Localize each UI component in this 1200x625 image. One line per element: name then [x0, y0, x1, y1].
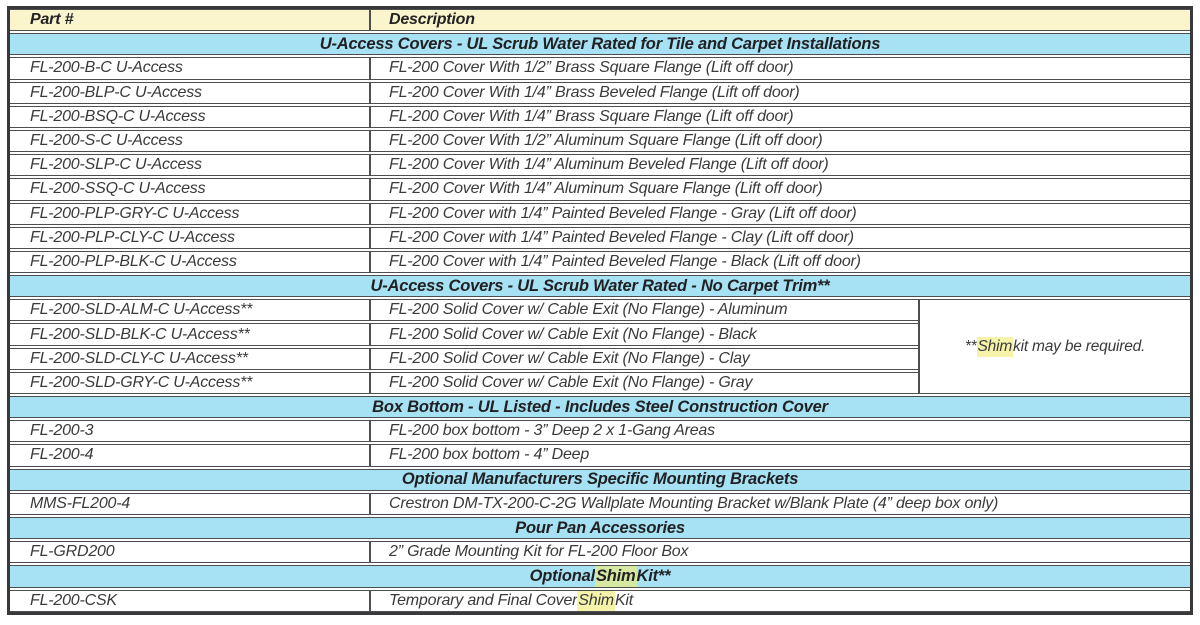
- table-row: [10, 299, 918, 321]
- description-cell: FL-200 Cover With 1/4” Aluminum Beveled Flange (Lift off door): [389, 156, 829, 174]
- part-number-cell: FL-200-SLP-C U-Access: [10, 155, 371, 175]
- table-row: [10, 57, 1190, 79]
- table-row: [10, 227, 1190, 249]
- shim-note-cell: ** Shim kit may be required.: [918, 299, 1190, 394]
- description-cell: FL-200 Cover With 1/4” Brass Square Flange (Lift off door): [389, 107, 794, 125]
- description-cell: FL-200 Cover with 1/4” Painted Beveled Flange - Gray (Lift off door): [389, 204, 857, 222]
- section-header: Optional Manufacturers Specific Mounting Brackets: [10, 469, 1190, 491]
- part-number-cell: FL-200-SLD-BLK-C U-Access**: [10, 324, 371, 344]
- table-row: [10, 154, 1190, 176]
- part-number-cell: FL-200-SLD-CLY-C U-Access**: [10, 349, 371, 369]
- section-header: U-Access Covers - UL Scrub Water Rated for Tile and Carpet Installations: [10, 33, 1190, 55]
- description-cell: Crestron DM-TX-200-C-2G Wallplate Mounting Bracket w/Blank Plate (4” deep box only): [389, 494, 999, 512]
- description-cell: FL-200 Solid Cover w/ Cable Exit (No Flange) - Gray: [389, 373, 753, 391]
- description-cell: FL-200 Cover with 1/4” Painted Beveled Flange - Clay (Lift off door): [389, 228, 854, 246]
- description-cell: Temporary and Final Cover Shim Kit: [389, 591, 634, 609]
- table-row: [10, 251, 1190, 273]
- section-header: Pour Pan Accessories: [10, 517, 1190, 539]
- description-cell: FL-200 Cover with 1/4” Painted Beveled Flange - Black (Lift off door): [389, 252, 861, 270]
- table-row: [10, 348, 918, 370]
- description-cell: FL-200 Solid Cover w/ Cable Exit (No Flange) - Black: [389, 325, 757, 343]
- section-rows: [10, 299, 918, 394]
- section-rows-with-note: [10, 299, 1190, 394]
- table-row: [10, 203, 1190, 225]
- section-header: U-Access Covers - UL Scrub Water Rated - No Carpet Trim**: [10, 275, 1190, 297]
- table-row: [10, 106, 1190, 128]
- table-row: [10, 372, 918, 394]
- part-number-cell: FL-200-SSQ-C U-Access: [10, 179, 371, 199]
- part-number-cell: FL-200-PLP-BLK-C U-Access: [10, 252, 371, 272]
- highlighted-word: Shim: [977, 337, 1013, 355]
- part-number-cell: FL-200-S-C U-Access: [10, 131, 371, 151]
- section-header: Optional Shim Kit**: [10, 565, 1190, 587]
- table-row: [10, 82, 1190, 104]
- description-cell: FL-200 Cover With 1/4” Brass Beveled Flange (Lift off door): [389, 83, 800, 101]
- part-number-cell: FL-200-BSQ-C U-Access: [10, 107, 371, 127]
- table-row: [10, 493, 1190, 515]
- highlighted-word: Shim: [595, 566, 636, 585]
- table-row: [10, 178, 1190, 200]
- part-number-cell: FL-200-CSK: [10, 591, 371, 611]
- part-number-cell: FL-200-SLD-ALM-C U-Access**: [10, 300, 371, 320]
- table-row: [10, 130, 1190, 152]
- section-header: Box Bottom - UL Listed - Includes Steel Construction Cover: [10, 396, 1190, 418]
- description-cell: FL-200 Cover With 1/2” Aluminum Square Flange (Lift off door): [389, 132, 823, 150]
- part-number-cell: FL-200-PLP-CLY-C U-Access: [10, 228, 371, 248]
- part-number-cell: FL-200-SLD-GRY-C U-Access**: [10, 373, 371, 393]
- table-row: [10, 323, 918, 345]
- part-number-cell: FL-GRD200: [10, 542, 371, 562]
- part-number-cell: FL-200-B-C U-Access: [10, 58, 371, 78]
- description-cell: FL-200 box bottom - 4” Deep: [389, 446, 590, 464]
- description-cell: FL-200 Solid Cover w/ Cable Exit (No Flange) - Clay: [389, 349, 750, 367]
- table-row: [10, 590, 1190, 612]
- part-number-cell: MMS-FL200-4: [10, 494, 371, 514]
- table-row: [10, 420, 1190, 442]
- description-cell: 2” Grade Mounting Kit for FL-200 Floor Box: [389, 543, 689, 561]
- parts-table: [7, 6, 1193, 615]
- column-header-description: Description: [389, 11, 475, 29]
- table-row: [10, 541, 1190, 563]
- description-cell: FL-200 Cover With 1/2” Brass Square Flange (Lift off door): [389, 59, 794, 77]
- part-number-cell: FL-200-BLP-C U-Access: [10, 83, 371, 103]
- part-number-cell: FL-200-4: [10, 445, 371, 465]
- description-cell: FL-200 Solid Cover w/ Cable Exit (No Flange) - Aluminum: [389, 301, 788, 319]
- table-header-row: [10, 9, 1190, 31]
- highlighted-word: Shim: [578, 591, 614, 609]
- part-number-cell: FL-200-PLP-GRY-C U-Access: [10, 204, 371, 224]
- table-row: [10, 444, 1190, 466]
- column-header-part: Part #: [10, 10, 371, 30]
- part-number-cell: FL-200-3: [10, 421, 371, 441]
- description-cell: FL-200 Cover With 1/4” Aluminum Square Flange (Lift off door): [389, 180, 823, 198]
- description-cell: FL-200 box bottom - 3” Deep 2 x 1-Gang Areas: [389, 422, 715, 440]
